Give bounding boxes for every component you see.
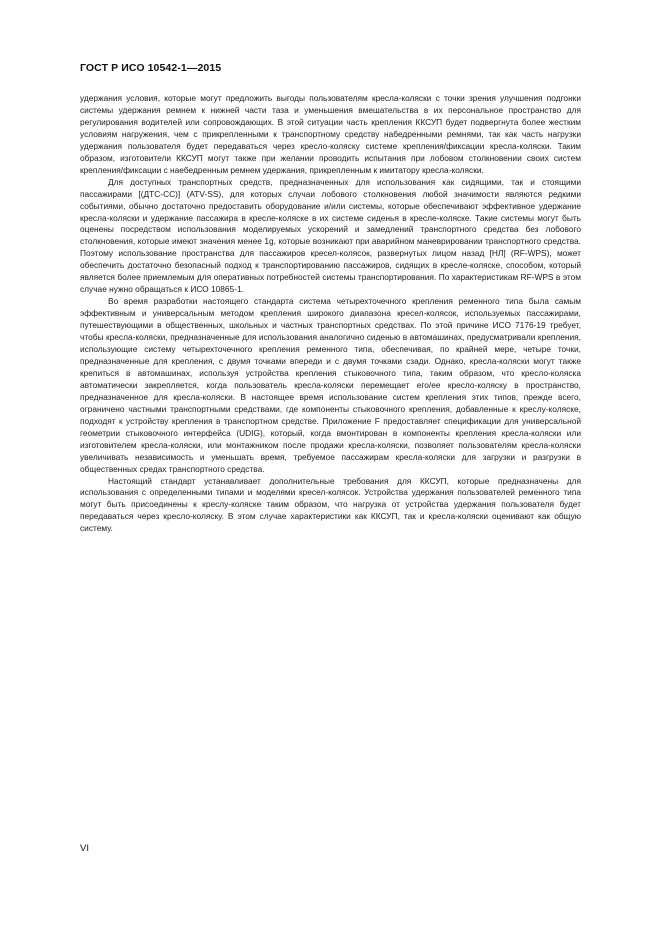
paragraph-four-point-tiedown: Во время разработки настоящего стандарта система четырехточечного крепления ременного типа была самым эффективным и универсальным методом крепления широкого диапазона кресел-колясок, используемых пассажирами, путешествующими в общественных, школьных и частных транспортных средствах. По этой причине ИСО 7176-19 требует, чтобы кресла-коляски, предназначенные для использования аналогично сиденью в автомашинах, предусматривали крепления, использующие систему четырехточечного крепления ременного типа, обеспечивая, по крайней мере, четыре точки, предназначенные для крепления, с двумя точками впереди и с двумя точками сзади. Однако, кресла-коляски могут также крепиться в автомашинах, используя устройства крепления стыковочного типа, таким образом, что кресло-коляска автоматически закрепляется, когда пользователь кресла-коляски перемещает его/ее кресло-коляску в пространство, предназначенное для кресла-коляски. В настоящее время использование систем крепления этих типов, прежде всего, ограничено частными транспортными средствами, где компоненты стыковочного крепления, добавленные к креслу-коляске, подходят к устройству крепления в транспортном средстве. Приложение F предоставляет спецификации для универсальной геометрии стыковочного интерфейса (UDIG), который, когда вмонтирован в компоненты крепления кресла-коляски или изготовителем кресла-коляски, или монтажником после продажи кресла-коляски, позволяет пользователям кресла-коляски увеличивать независимость и уменьшать время, требуемое пассажирам кресла-коляски для загрузки и разгрузки в общественных средах транспортного средства. bbox=[80, 296, 581, 474]
paragraph-standard-scope: Настоящий стандарт устанавливает дополнительные требования для ККСУП, которые предназначены для использования с определенными типами и моделями кресел-колясок. Устройства удержания пользователей ременного типа могут быть присоединены к креслу-коляске таким образом, что нагрузка от устройства удержания пользователя будет передаваться через кресло-коляску. В этом случае характеристики как ККСУП, так и кресла-коляски оценивают как общую систему. bbox=[80, 475, 581, 534]
page-number: VI bbox=[80, 843, 89, 854]
body-text bbox=[80, 93, 581, 535]
document-header-title: ГОСТ Р ИСО 10542-1—2015 bbox=[80, 62, 222, 74]
paragraph-continuation: удержания условия, которые могут предложить выгоды пользователям кресла-коляски с точки зрения улучшения подгонки системы удержания ремнем к нижней части таза и уменьшения вмешательства в их персональное пространство для регулирования водителей или сопровождающих. В этой ситуации часть крепления ККСУП будет подвергнута более жестким условиям нагружения, чем с прикрепленными к транспортному средству набедренными ремнями, так как часть нагрузки удержания пользователя будет передаваться через кресло-коляску системе крепления/фиксации кресла-коляски. Таким образом, изготовители ККСУП могут также при желании проводить испытания при лобовом столкновении своих систем крепления/фиксации с наебедренным ремнем удержания, прикрепленным к имитатору кресла-коляски. bbox=[80, 93, 581, 175]
paragraph-atv-ss: Для доступных транспортных средств, предназначенных для использования как сидящими, так и стоящими пассажирами [(ДТС-СС)] (ATV-SS), для которых случаи лобового столкновения любой значимости являются редкими событиями, обычно достаточно предоставить оборудование и/или системы, которые обеспечивают эффективное удержание кресла-коляски и удержание пассажира в кресле-коляске в их системе сиденья в кресле-коляске. Такие системы могут быть оценены посредством использования моделируемых ускорений и замедлений транспортного средства без лобового столкновения, которые имеют значения менее 1g, которые возникают при аварийном маневрировании транспортного средства. Поэтому использование пространства для пассажиров кресел-колясок, развернутых лицом назад [НЛ] (RF-WPS), может обеспечить достаточно безопасный подход к транспортированию пассажиров, сидящих в кресле-коляске, способом, который является более приемлемым для оперативных потребностей системы транспортирования. По характеристикам RF-WPS в этом случае нужно обращаться к ИСО 10865-1. bbox=[80, 176, 581, 295]
